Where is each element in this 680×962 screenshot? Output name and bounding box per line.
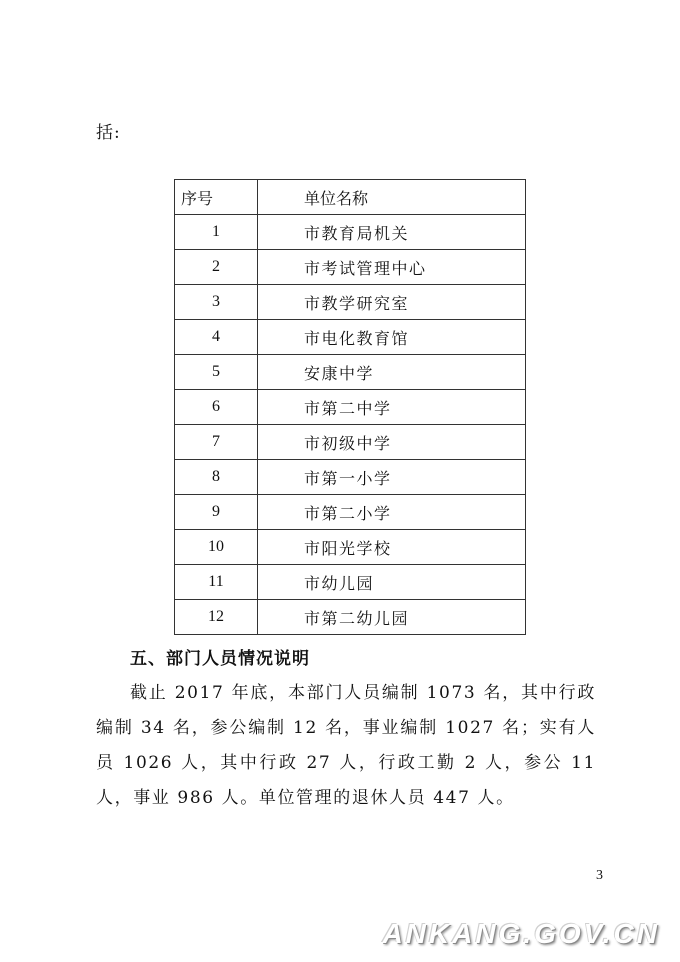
row-serial: 11	[175, 565, 258, 600]
row-serial: 4	[175, 320, 258, 355]
table-row	[175, 565, 526, 600]
row-serial: 9	[175, 495, 258, 530]
page-number: 3	[596, 868, 603, 883]
row-serial: 5	[175, 355, 258, 390]
row-serial: 2	[175, 250, 258, 285]
table-row	[175, 460, 526, 495]
table-row	[175, 495, 526, 530]
row-unit-name: 市教育局机关	[258, 215, 526, 250]
row-unit-name: 市第二中学	[258, 390, 526, 425]
row-unit-name: 安康中学	[258, 355, 526, 390]
body-paragraph: 截止 2017 年底，本部门人员编制 1073 名，其中行政编制 34 名，参公编制 12 名，事业编制 1027 名；实有人员 1026 人，其中行政 27 人，行政工勤 2 人，参公 11 人，事业 986 人。单位管理的退休人员 447 人。	[96, 683, 596, 808]
table-row	[175, 285, 526, 320]
table-row	[175, 600, 526, 635]
table-row	[175, 355, 526, 390]
table-row	[175, 215, 526, 250]
header-unit-name: 单位名称	[258, 180, 526, 215]
row-serial: 10	[175, 530, 258, 565]
row-serial: 6	[175, 390, 258, 425]
section-title: 五、部门人员情况说明	[130, 649, 310, 669]
row-serial: 8	[175, 460, 258, 495]
row-unit-name: 市第二小学	[258, 495, 526, 530]
row-serial: 12	[175, 600, 258, 635]
row-unit-name: 市电化教育馆	[258, 320, 526, 355]
row-unit-name: 市幼儿园	[258, 565, 526, 600]
table-row	[175, 390, 526, 425]
table-row	[175, 320, 526, 355]
row-unit-name: 市阳光学校	[258, 530, 526, 565]
lead-text: 括:	[96, 123, 121, 143]
table-header-row	[175, 180, 526, 215]
row-unit-name: 市初级中学	[258, 425, 526, 460]
row-unit-name: 市第一小学	[258, 460, 526, 495]
row-unit-name: 市考试管理中心	[258, 250, 526, 285]
table-row	[175, 425, 526, 460]
header-serial: 序号	[175, 180, 258, 215]
row-unit-name: 市第二幼儿园	[258, 600, 526, 635]
row-serial: 3	[175, 285, 258, 320]
table-row	[175, 250, 526, 285]
row-serial: 1	[175, 215, 258, 250]
row-serial: 7	[175, 425, 258, 460]
table-row	[175, 530, 526, 565]
units-table	[174, 179, 526, 635]
site-watermark: ANKANG.GOV.CN	[382, 918, 660, 949]
row-unit-name: 市教学研究室	[258, 285, 526, 320]
